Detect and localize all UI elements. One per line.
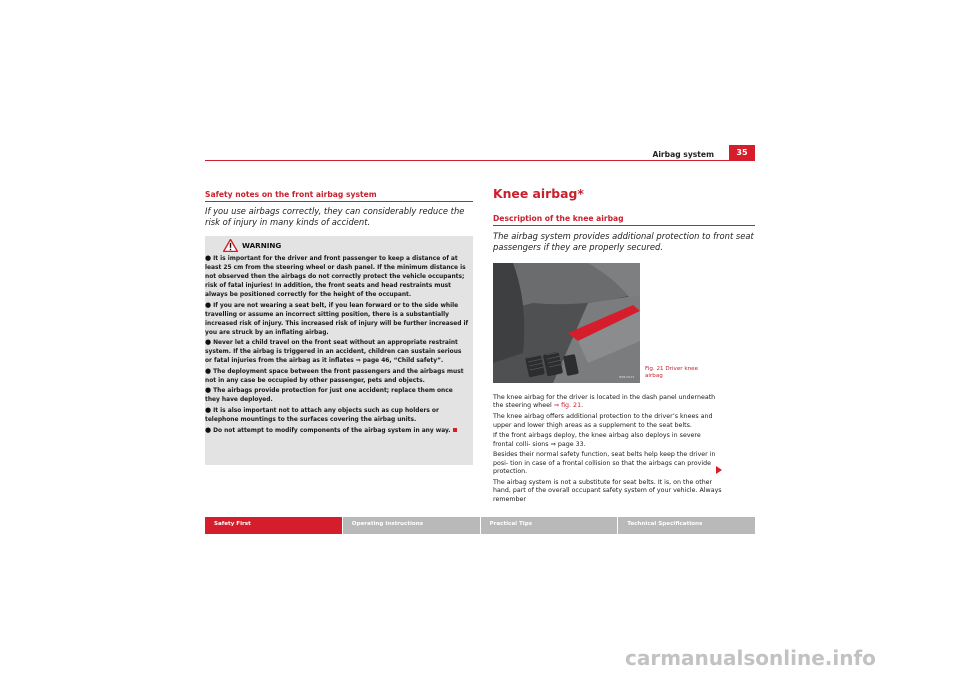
body-text: [493, 394, 723, 506]
warning-header: [223, 239, 281, 252]
paragraph: If the front airbags deploy, the knee airbag also deploys in severe frontal colli- sions ⇒ page 33.: [493, 432, 701, 448]
warning-item-text: Never let a child travel on the front seat without an appropriate restraint system. If the airbag is triggered in an accident, children can sustain serious or fatal injuries from the airbag as it inflates ⇒ page 46, “Child safety”.: [205, 340, 462, 365]
section-heading-text: Description of the knee airbag: [493, 214, 624, 223]
warning-item: [205, 406, 469, 425]
bullet-icon: ●: [205, 366, 212, 375]
warning-item-text: If you are not wearing a seat belt, if you lean forward or to the side while travelling or assume an incorrect sitting position, there is a substantially increased risk of injury. This increased risk of injury will be further increased if you are struck by an inflating airbag.: [205, 302, 469, 336]
page-number-badge: 35: [729, 145, 755, 161]
footer-tab-operating-instructions[interactable]: Operating instructions: [343, 517, 480, 534]
footer-tab-safety-first[interactable]: Safety First: [205, 517, 342, 534]
bullet-icon: ●: [205, 405, 212, 414]
bullet-icon: ●: [205, 254, 212, 262]
section-intro: The airbag system provides additional protection to front seat passengers if they are properly secured.: [493, 231, 754, 253]
warning-item-text: The airbags provide protection for just one accident; replace them once they have deployed.: [205, 388, 453, 404]
warning-item: [205, 426, 469, 436]
section-heading-safety-notes: [205, 190, 473, 202]
bullet-icon: ●: [205, 300, 212, 309]
warning-item-text: The deployment space between the front passengers and the airbags must not in any case be occupied by other passenger, pets and objects.: [205, 368, 464, 384]
paragraph-text: .: [581, 402, 584, 410]
footer-tab-technical-specifications[interactable]: Technical Specifications: [618, 517, 755, 534]
warning-list: [205, 254, 469, 436]
bullet-icon: ●: [205, 386, 212, 395]
warning-item-text: Do not attempt to modify components of the airbag system in any way.: [213, 427, 451, 434]
figure-code: B5B-0033: [619, 375, 634, 379]
warning-triangle-icon: [223, 239, 238, 252]
warning-item: [205, 338, 469, 366]
paragraph-text: The knee airbag for the driver is located in the dash panel underneath the steering wheel: [493, 394, 716, 410]
header-rule: [205, 160, 755, 161]
watermark: carmanualsonline.info: [625, 646, 876, 670]
figure-caption: Fig. 21 Driver knee airbag: [645, 366, 699, 379]
bullet-icon: ●: [205, 425, 212, 434]
warning-item-text: It is also important not to attach any objects such as cup holders or telephone mountings to the surfaces covering the airbag units.: [205, 407, 439, 423]
warning-item-text: It is important for the driver and front passenger to keep a distance of at least 25 cm from the steering wheel or dash panel. If the minimum distance is not observed then the airbags do not correctly protect the vehicle occupants; risk of fatal injuries! In addition, the front seats and head restraints must always be positioned correctly for the height of the occupant.: [205, 256, 466, 298]
paragraph: [493, 394, 723, 411]
section-intro: If you use airbags correctly, they can considerably reduce the risk of injury in many kinds of accident.: [205, 206, 465, 228]
section-end-marker-icon: [453, 428, 457, 432]
dashboard-illustration: [493, 263, 640, 383]
warning-item: [205, 386, 469, 405]
knee-airbag-figure: [493, 263, 640, 383]
chapter-title: Knee airbag*: [493, 186, 584, 201]
continue-arrow-icon: [716, 466, 722, 474]
section-heading-knee-airbag: [493, 214, 755, 226]
heading-rule: [493, 225, 755, 226]
heading-rule: [205, 201, 473, 202]
footer-tab-practical-tips[interactable]: Practical Tips: [481, 517, 618, 534]
warning-label: WARNING: [242, 241, 282, 250]
footer-navigation: [205, 517, 755, 534]
paragraph: Besides their normal safety function, seat belts help keep the driver in posi- tion in case of a frontal collision so that the airbags can provide protection.: [493, 451, 716, 476]
warning-item: [205, 254, 469, 300]
warning-item: [205, 367, 469, 386]
bullet-icon: ●: [205, 338, 212, 347]
figure-reference-link[interactable]: ⇒ fig. 21: [553, 402, 582, 410]
running-header-title: Airbag system: [652, 150, 714, 159]
paragraph: The knee airbag offers additional protection to the driver’s knees and upper and lower thigh areas as a supplement to the seat belts.: [493, 413, 713, 429]
paragraph: The airbag system is not a substitute for seat belts. It is, on the other hand, part of the overall occupant safety system of your vehicle. Always remember: [493, 478, 722, 503]
warning-box: [205, 236, 473, 465]
section-heading-text: Safety notes on the front airbag system: [205, 190, 377, 199]
warning-item: [205, 301, 469, 338]
